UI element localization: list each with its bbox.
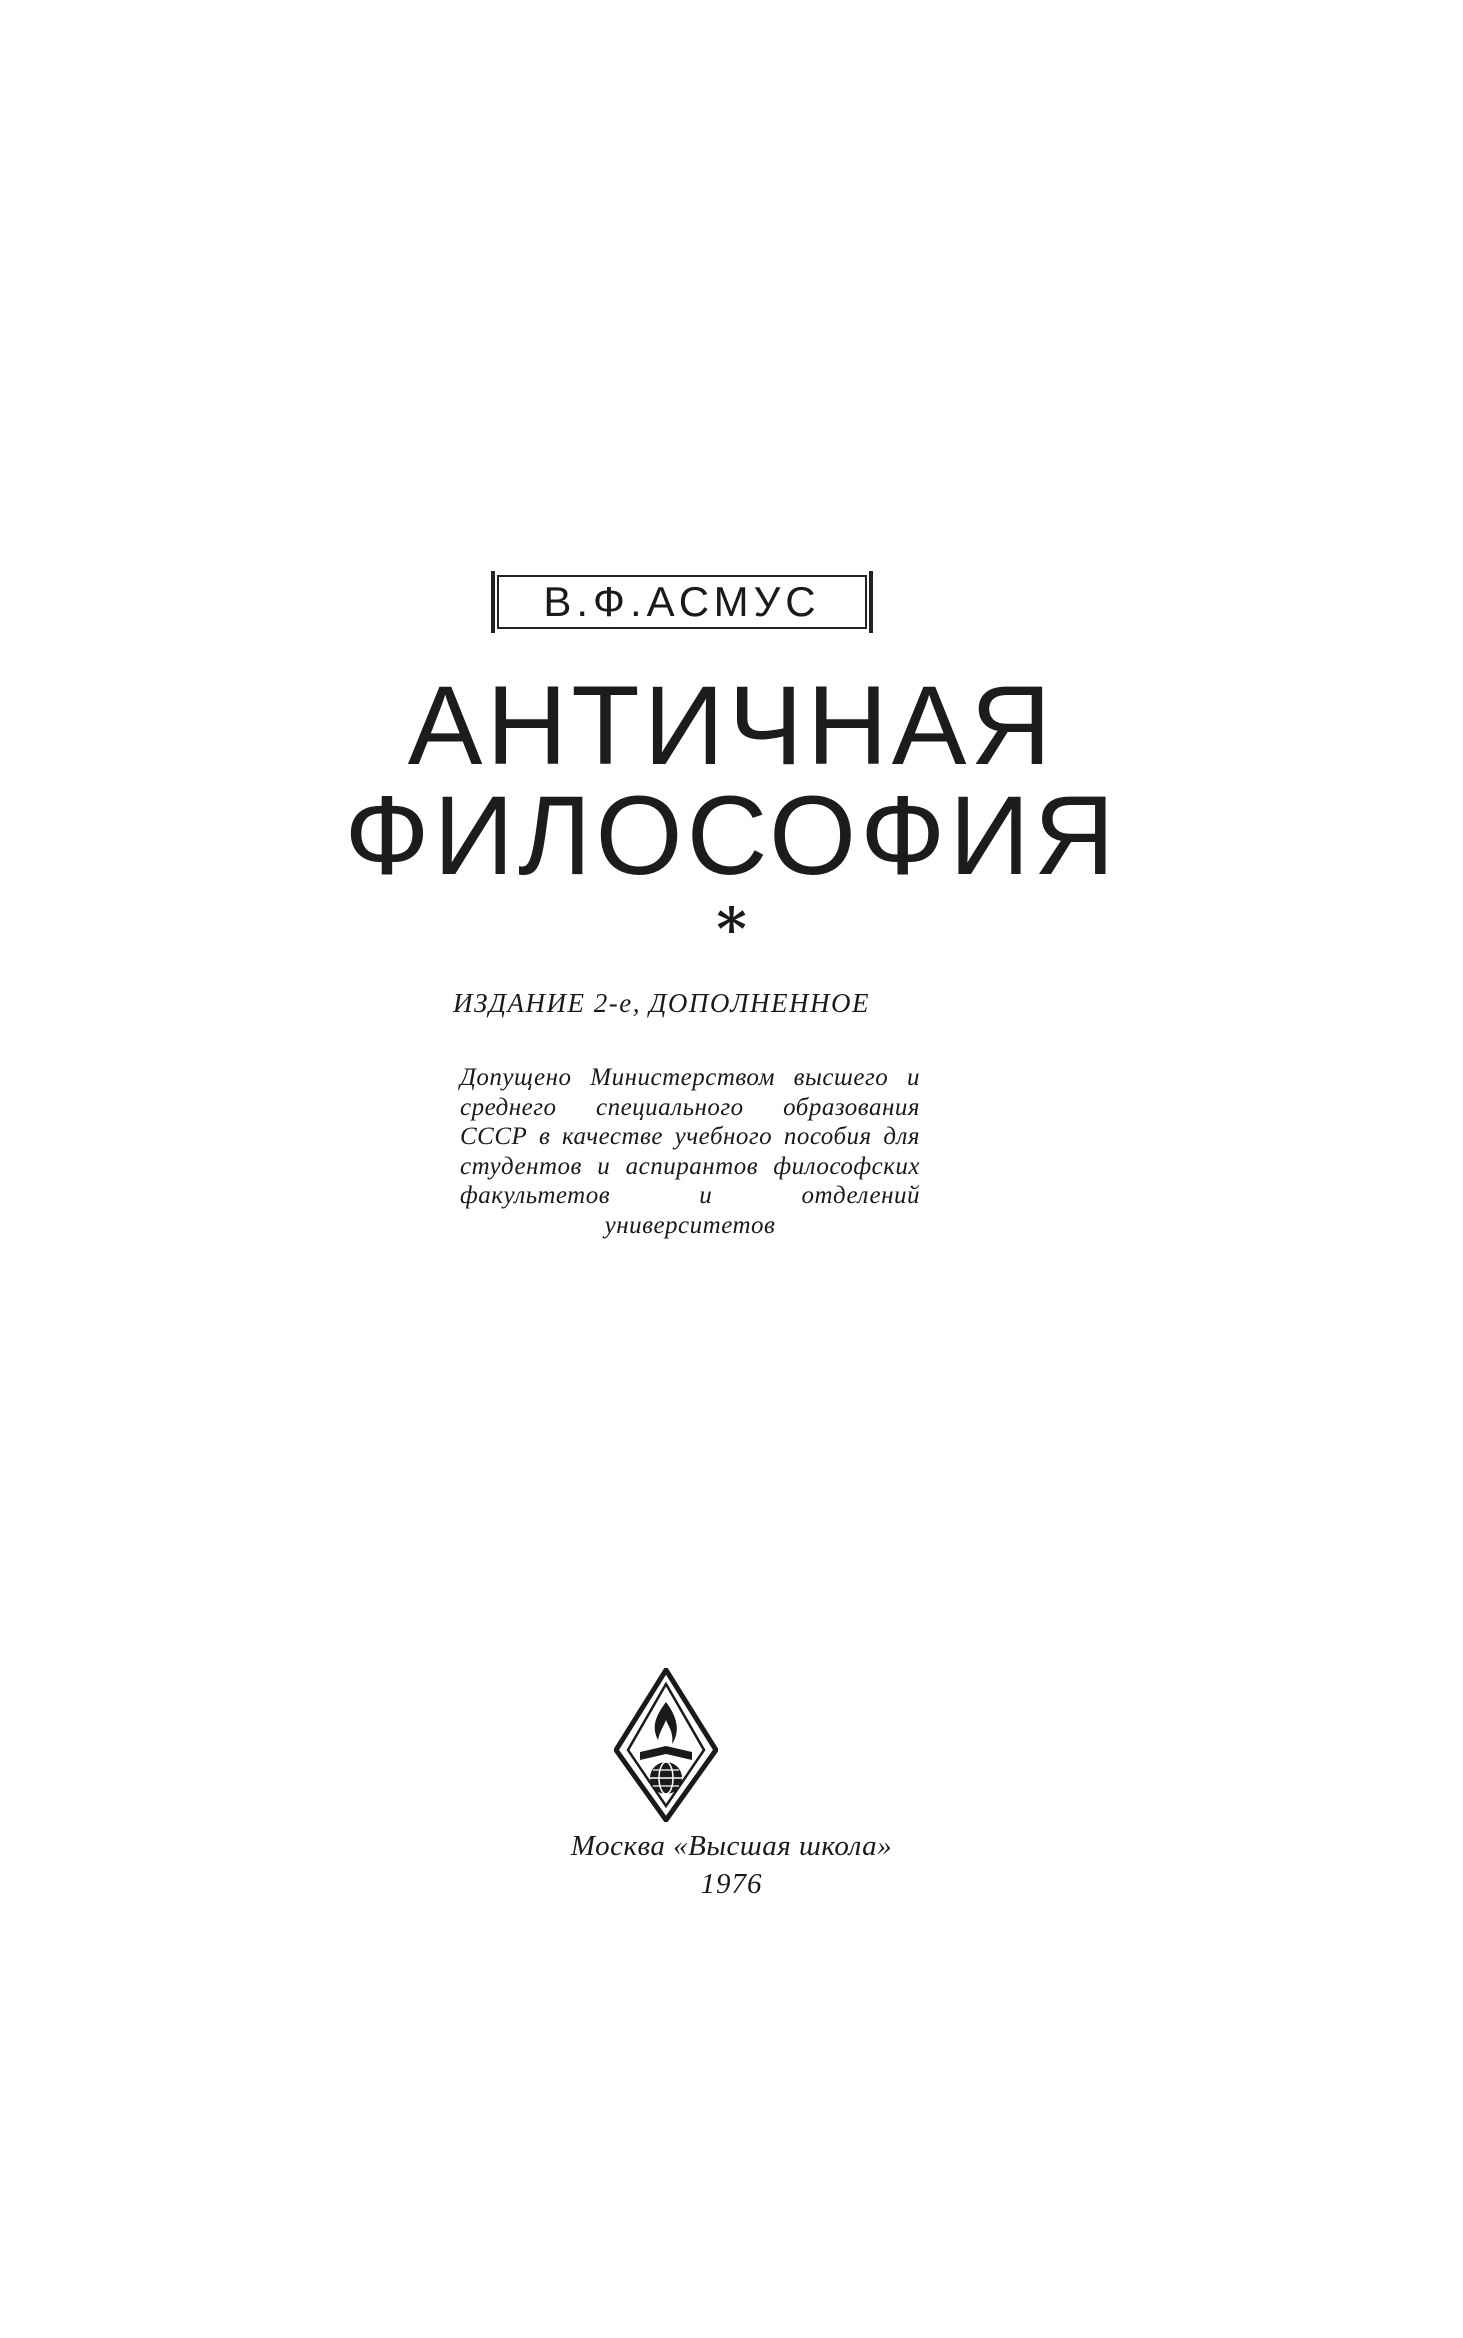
book-title-line-1: АНТИЧНАЯ (407, 663, 1056, 788)
publisher-imprint: Москва «Высшая школа» (570, 1830, 893, 1862)
approval-statement: Допущено Министерством высшего и среднего специального образования СССР в качестве учебного пособия для студентов и аспирантов философских факультетов и отделений университетов (460, 1064, 920, 1239)
author-frame (497, 575, 867, 629)
publication-year: 1976 (700, 1868, 763, 1900)
edition-note: ИЗДАНИЕ 2-е, ДОПОЛНЕННОЕ (453, 988, 871, 1018)
asterisk-ornament: * (716, 895, 747, 963)
author-name: В.Ф.АСМУС (543, 578, 821, 625)
vysshaya-shkola-publisher-logo-icon (614, 1668, 718, 1822)
book-title-line-2: ФИЛОСОФИЯ (344, 773, 1119, 898)
